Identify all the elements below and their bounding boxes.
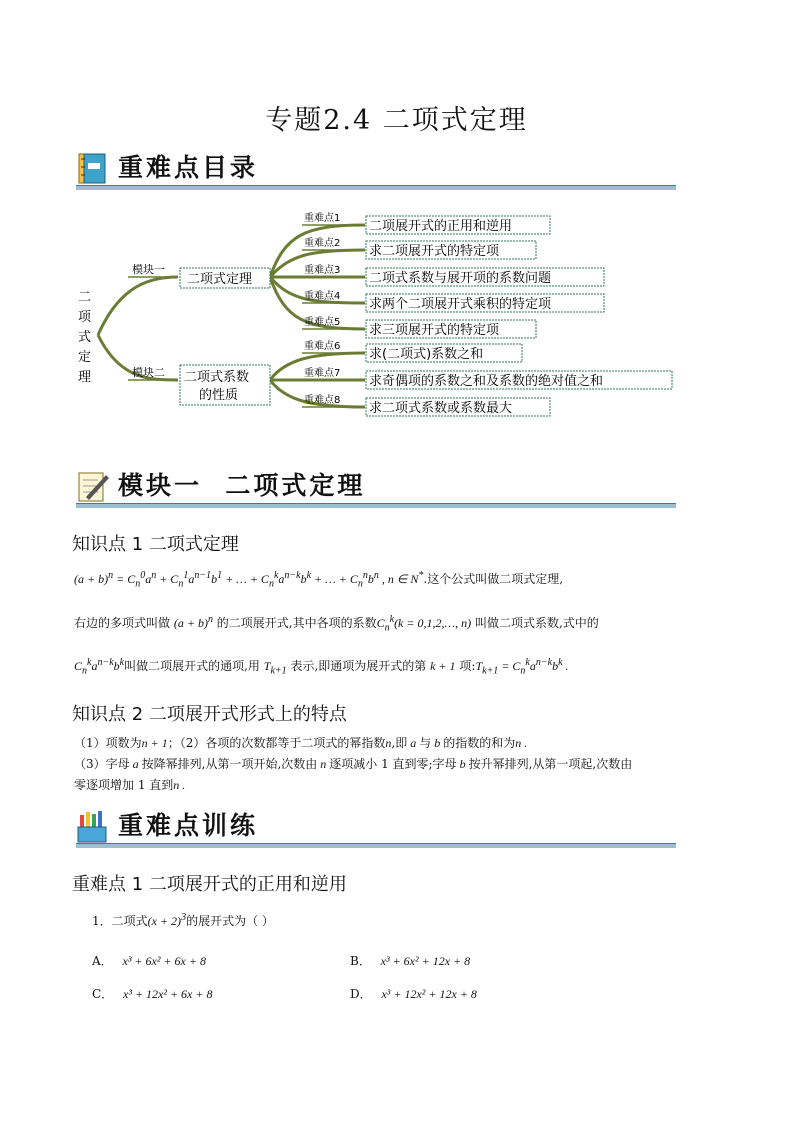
kp1-line2-b: 的二项展开式,其中各项的系数: [216, 616, 377, 630]
mindmap-root-char-3: 式: [78, 330, 92, 345]
writing-pad-icon: [76, 469, 110, 503]
mindmap: [70, 205, 690, 430]
topic-label: 二项式系数与展开项的系数问题: [369, 271, 552, 286]
kp1-line3: [74, 657, 569, 676]
topic-tag: 重难点8: [304, 395, 341, 406]
kp2-heading: 知识点 2 二项展开式形式上的特点: [72, 704, 347, 725]
topic-tag: 重难点1: [304, 213, 341, 224]
kp2-line2: [74, 755, 632, 772]
kp1-line3-c: 项:: [459, 659, 476, 673]
math-expr: n: [385, 736, 392, 750]
kp1-line2-a: 右边的多项式叫做: [74, 616, 171, 630]
topic-label: 二项展开式的正用和逆用: [369, 219, 513, 234]
kp2-text: 按升幂排列,从第一项起,次数由: [468, 757, 633, 771]
math-expr: b: [431, 736, 444, 750]
banner-divider: [76, 843, 676, 848]
kp2-line3: [74, 776, 185, 793]
topic-tag: 重难点6: [304, 341, 341, 352]
option-c[interactable]: [92, 985, 212, 1002]
option-label: C．: [92, 987, 114, 1001]
kp1-line1: [74, 570, 563, 589]
math-expr: $(x + 2)^3$: [147, 912, 187, 928]
topic-tag: 重难点3: [304, 265, 341, 276]
topic-label: 求二项式系数或系数最大: [369, 401, 513, 416]
option-label: D．: [350, 987, 372, 1001]
mindmap-root-char-4: 定: [78, 350, 92, 365]
notebook-icon: [76, 151, 110, 185]
module-label-line2: 的性质: [199, 388, 239, 403]
module-label-line1: 二项式系数: [184, 370, 250, 385]
math-expr: n + 1: [141, 736, 168, 750]
topic-tag: 重难点5: [304, 317, 341, 328]
topic-label: 求(二项式)系数之和: [369, 347, 484, 362]
question-1-stem: [92, 912, 274, 929]
math-expr: k + 1: [430, 659, 456, 673]
math-expr: n .: [173, 778, 186, 792]
pencil-cup-icon: [76, 809, 110, 843]
kp2-text: 与: [419, 736, 432, 750]
kp1-line2-c: 叫做二项式系数,式中的: [474, 616, 599, 630]
topic-label: 求奇偶项的系数之和及系数的绝对值之和: [369, 374, 604, 389]
math-expr: b: [456, 757, 469, 771]
option-a[interactable]: [92, 952, 206, 969]
kp2-line1: [74, 734, 527, 751]
math-expr: $C_n^k(k$ = 0,1,2,…, n): [376, 614, 472, 634]
math-expr: n .: [515, 736, 528, 750]
math-expr: n: [317, 757, 330, 771]
option-expr: x³ + 12x² + 6x + 8: [123, 987, 213, 1001]
math-expr: $(a + b)^n$: [173, 614, 213, 630]
module-tag: 模块二: [132, 366, 165, 379]
mindmap-root-char-5: 理: [78, 370, 92, 385]
math-expr: $T_{k+1}$: [263, 659, 287, 677]
banner-divider: [76, 503, 676, 508]
topic-tag: 重难点7: [304, 368, 341, 379]
kp1-line3-a: 叫做二项展开式的通项,用: [124, 659, 260, 673]
banner-divider: [76, 185, 676, 190]
option-expr: x³ + 6x² + 12x + 8: [380, 954, 471, 968]
option-d[interactable]: [350, 985, 477, 1002]
topic1-heading: 重难点 1 二项展开式的正用和逆用: [72, 874, 347, 895]
section-banner-module1: [76, 468, 676, 508]
section-banner-training: [76, 808, 676, 848]
option-label: B．: [350, 954, 371, 968]
module-label: 二项式定理: [187, 272, 253, 287]
kp2-text: （1）项数为: [74, 736, 142, 750]
question-text: 的展开式为（ ）: [186, 914, 274, 928]
kp2-text: ；（2）各项的次数都等于二项式的幂指数: [167, 736, 386, 750]
kp2-text: 的指数的和为: [443, 736, 516, 750]
option-expr: x³ + 12x² + 12x + 8: [381, 987, 477, 1001]
section-heading: 重难点目录: [118, 153, 259, 182]
kp1-line3-b: 表示,即通项为展开式的第: [290, 659, 427, 673]
section-heading: 重难点训练: [118, 811, 259, 840]
topic-tag: 重难点2: [304, 238, 341, 249]
topic-label: 求二项展开式的特定项: [369, 244, 500, 259]
kp2-text: ,即: [391, 736, 408, 750]
kp1-line2: [74, 614, 599, 633]
math-expr: $C_n^ka^{n-k}b^k$: [74, 657, 125, 677]
question-text: 1．二项式: [92, 914, 148, 928]
mindmap-root-char-2: 项: [78, 310, 92, 325]
module-tag: 模块一: [132, 263, 165, 276]
option-label: A．: [92, 954, 113, 968]
mindmap-root-char-1: 二: [78, 290, 92, 305]
math-expr: a: [407, 736, 420, 750]
kp2-text: 逐项减小 1 直到零;字母: [329, 757, 457, 771]
option-expr: x³ + 6x² + 6x + 8: [122, 954, 206, 968]
page-title: 专题2.4 二项式定理: [265, 105, 528, 136]
kp2-text: 按降幂排列,从第一项开始,次数由: [141, 757, 318, 771]
topic-label: 求两个二项展开式乘积的特定项: [369, 297, 552, 312]
option-b[interactable]: [350, 952, 470, 969]
section-banner-catalog: [76, 150, 676, 190]
math-expr: a: [129, 757, 142, 771]
kp2-text: 零逐项增加 1 直到: [74, 778, 174, 792]
kp2-text: （3）字母: [74, 757, 130, 771]
section-heading: 模块一 二项式定理: [118, 471, 366, 500]
kp1-line1-text: .这个公式叫做二项式定理,: [423, 572, 564, 586]
binomial-formula: $(a + b)^n = C_n^0a^n + C_n^1a^{n-1}b^1$ + … + $C_n^ka^{n-k}b^k$ + … + $C_n^nb^n$ , n ∈ N*: [74, 570, 424, 590]
math-expr: $T_{k+1} = C_n^ka^{n-k}b^k$ .: [475, 657, 569, 677]
kp1-heading: 知识点 1 二项式定理: [72, 534, 239, 555]
topic-tag: 重难点4: [304, 291, 341, 302]
topic-label: 求三项展开式的特定项: [369, 323, 500, 338]
